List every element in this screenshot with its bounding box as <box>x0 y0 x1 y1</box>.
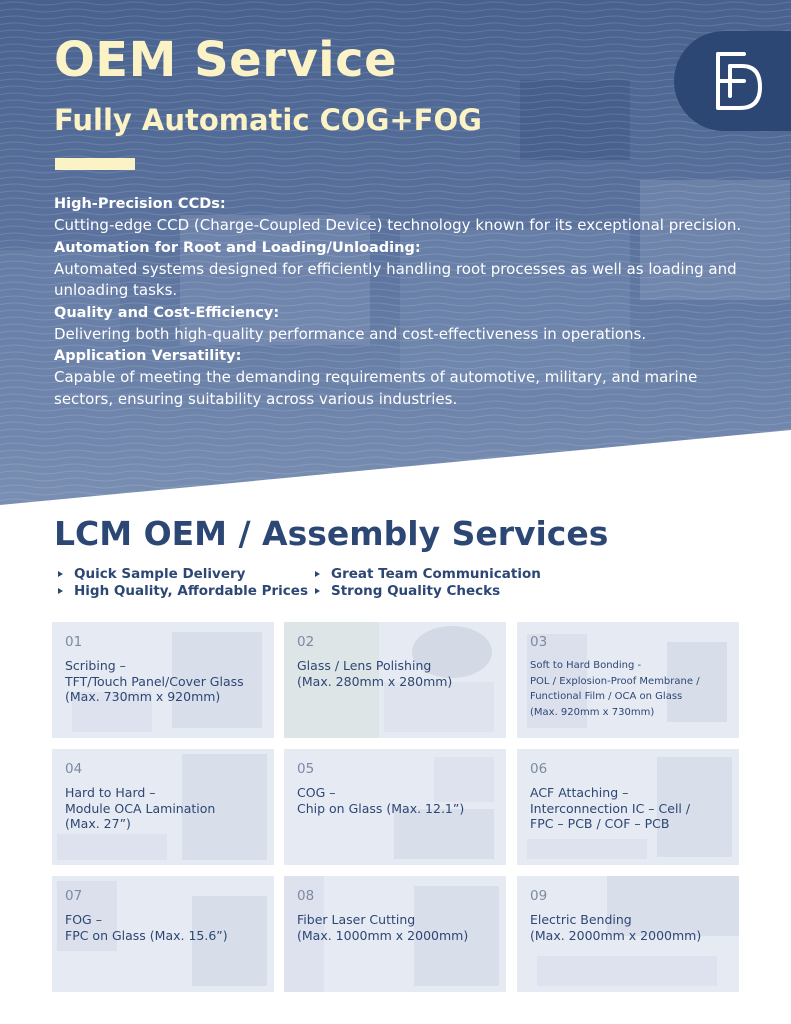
section-title: LCM OEM / Assembly Services <box>54 514 609 553</box>
service-number: 04 <box>65 761 83 777</box>
service-card <box>52 876 274 992</box>
service-card <box>284 876 506 992</box>
service-line: (Max. 280mm x 280mm) <box>297 673 453 689</box>
service-line: ACF Attaching – <box>530 785 629 800</box>
service-card <box>52 622 274 738</box>
service-line: Soft to Hard Bonding - <box>530 660 642 671</box>
service-number: 07 <box>65 888 83 904</box>
feature-text: Capable of meeting the demanding requirements of automotive, military, and marine sectors, ensuring suitability across various industries. <box>54 368 698 408</box>
service-line: (Max. 920mm x 730mm) <box>530 706 655 718</box>
service-number: 05 <box>297 761 315 777</box>
service-line: (Max. 2000mm x 2000mm) <box>530 927 702 943</box>
feature-text: Delivering both high-quality performance and cost-effectiveness in operations. <box>54 324 647 343</box>
feature-heading: High-Precision CCDs: <box>54 196 226 212</box>
service-description <box>297 658 502 689</box>
service-card <box>52 749 274 865</box>
logo-badge <box>674 31 791 131</box>
service-description <box>297 785 502 816</box>
service-number: 09 <box>530 888 548 904</box>
triangle-bullet-icon <box>58 571 63 577</box>
title-accent-bar <box>55 158 135 170</box>
service-line: FPC on Glass (Max. 15.6”) <box>65 927 228 943</box>
triangle-bullet-icon <box>315 571 320 577</box>
service-line: Module OCA Lamination <box>65 800 216 816</box>
feature-text: Automated systems designed for efficiently handling root processes as well as loading and unloading tasks. <box>54 259 737 299</box>
service-description <box>65 658 270 705</box>
service-line: Fiber Laser Cutting <box>297 912 416 927</box>
bullet-label: Great Team Communication <box>331 566 541 582</box>
bullet-label: High Quality, Affordable Prices <box>74 583 308 599</box>
bullet-item <box>58 583 308 600</box>
bullet-label: Quick Sample Delivery <box>74 566 246 582</box>
feature-text: Cutting-edge CCD (Charge-Coupled Device) technology known for its exceptional precision. <box>54 216 742 234</box>
service-line: FPC – PCB / COF – PCB <box>530 816 670 831</box>
service-line: Scribing – <box>65 658 126 673</box>
triangle-bullet-icon <box>58 588 63 594</box>
service-line: (Max. 730mm x 920mm) <box>65 689 221 704</box>
service-line: Chip on Glass (Max. 12.1”) <box>297 800 465 816</box>
bullet-label: Strong Quality Checks <box>331 583 501 599</box>
service-number: 06 <box>530 761 548 777</box>
service-description <box>530 785 735 832</box>
service-card <box>284 749 506 865</box>
service-card <box>284 622 506 738</box>
feature-heading: Application Versatility: <box>54 348 242 364</box>
feature-heading: Quality and Cost-Efficiency: <box>54 304 280 321</box>
service-number: 02 <box>297 634 315 650</box>
service-description <box>530 658 735 720</box>
brand-logo-icon <box>714 50 766 112</box>
service-line: Hard to Hard – <box>65 785 156 800</box>
service-card <box>517 876 739 992</box>
feature-list <box>54 193 744 410</box>
service-number: 08 <box>297 888 315 904</box>
bullet-list-right <box>315 566 541 600</box>
bullet-item <box>315 583 541 600</box>
service-description <box>65 785 270 832</box>
service-card <box>517 749 739 865</box>
page-title: OEM Service <box>54 32 398 88</box>
triangle-bullet-icon <box>315 588 320 594</box>
service-line: POL / Explosion-Proof Membrane / <box>530 675 700 687</box>
page-subtitle: Fully Automatic COG+FOG <box>54 103 482 137</box>
service-line: FOG – <box>65 912 102 927</box>
feature-heading: Automation for Root and Loading/Unloading: <box>54 239 421 256</box>
bullet-list-left <box>58 566 308 600</box>
service-line: (Max. 1000mm x 2000mm) <box>297 927 469 943</box>
service-line: Interconnection IC – Cell / <box>530 800 691 816</box>
service-line: COG – <box>297 785 336 800</box>
service-number: 01 <box>65 634 83 650</box>
service-line: (Max. 27”) <box>65 816 131 831</box>
service-line: TFT/Touch Panel/Cover Glass <box>65 673 244 689</box>
service-description <box>297 912 502 943</box>
bullet-item <box>58 566 308 583</box>
service-card <box>517 622 739 738</box>
hero-banner <box>0 0 791 505</box>
service-description <box>65 912 270 943</box>
service-description <box>530 912 735 943</box>
service-line: Electric Bending <box>530 912 632 927</box>
services-grid <box>52 622 739 992</box>
bullet-item <box>315 566 541 583</box>
service-line: Functional Film / OCA on Glass <box>530 691 683 702</box>
service-number: 03 <box>530 634 548 650</box>
service-line: Glass / Lens Polishing <box>297 658 432 673</box>
